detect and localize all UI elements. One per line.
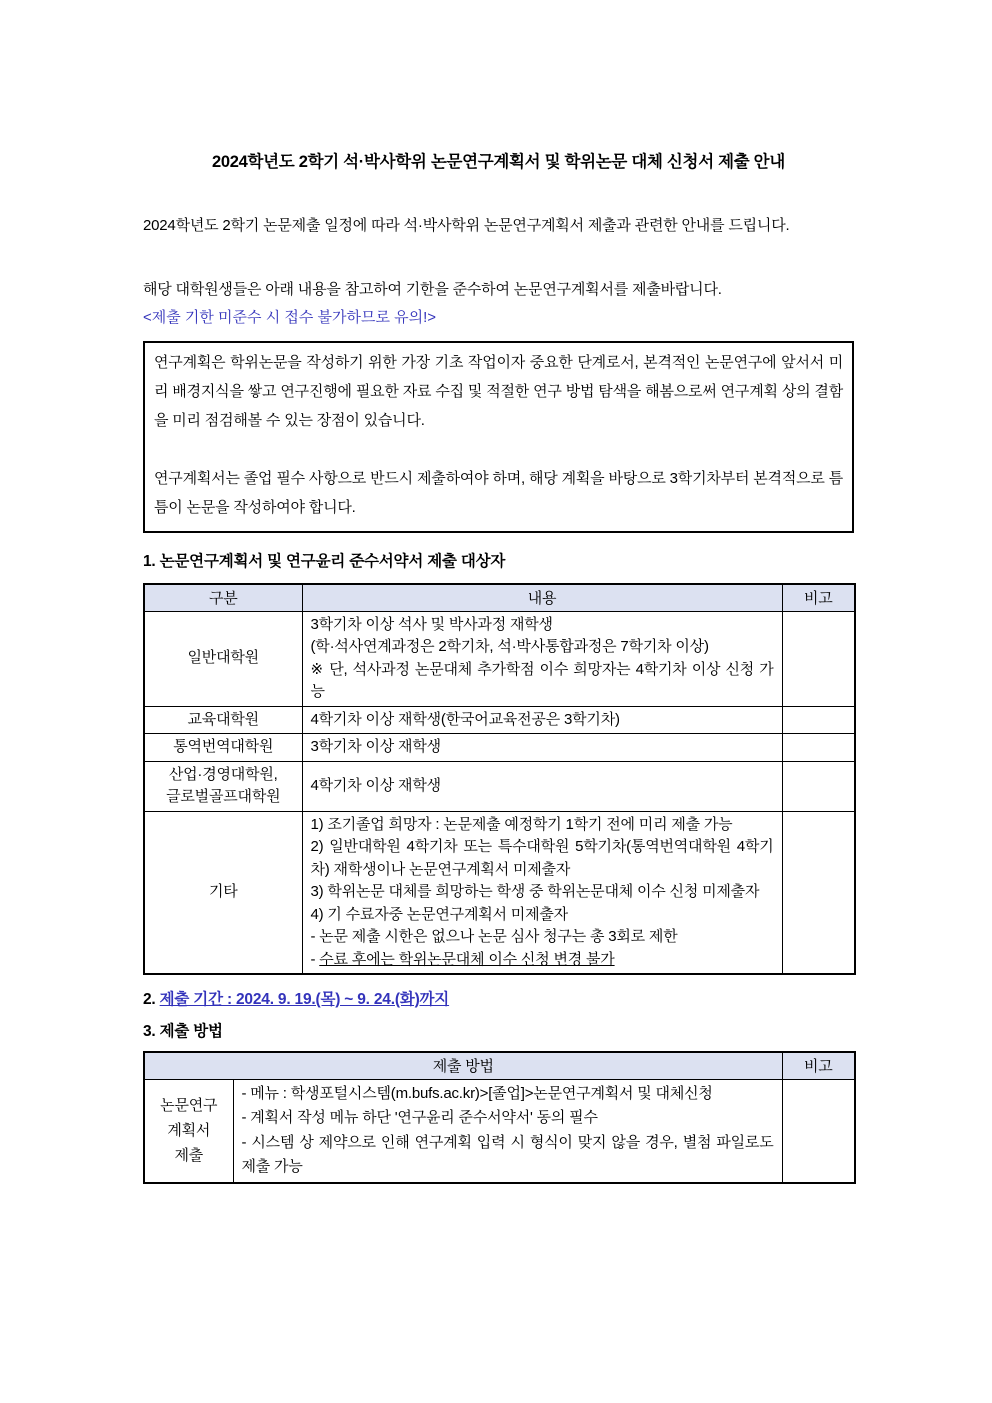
category-cell: 교육대학원 [144,706,302,734]
table-header-row [144,1052,855,1079]
column-header-note: 비고 [782,1052,855,1079]
content-cell: 3학기차 이상 재학생 [302,734,782,762]
info-box [143,341,854,533]
note-cell [782,734,855,762]
table-row-etc [144,811,855,974]
table-header-row [144,584,855,611]
info-box-paragraph-1: 연구계획은 학위논문을 작성하기 위한 가장 기초 작업이자 중요한 단계로서, 본격적인 논문연구에 앞서서 미리 배경지식을 쌓고 연구진행에 필요한 자료 수집 및 적절한 연구 방법 탐색을 해봄으로써 연구계획 상의 결함을 미리 점검해볼 수 있는 장점이 있습니다. [154,354,843,429]
column-header-content: 내용 [302,584,782,611]
section-1-heading: 1. 논문연구계획서 및 연구윤리 준수서약서 제출 대상자 [143,553,506,570]
submission-method-table [143,1051,856,1184]
table-row-interpretation-grad-school [144,734,855,762]
intro-paragraph: 2024학년도 2학기 논문제출 일정에 따라 석·박사학위 논문연구계획서 제출과 관련한 안내를 드립니다. [143,217,790,234]
column-header-note: 비고 [782,584,855,611]
content-cell: 1) 조기졸업 희망자 : 논문제출 예정학기 1학기 전에 미리 제출 가능 2) 일반대학원 4학기차 또는 특수대학원 5학기차(통역번역대학원 4학기차) 재학생이나 논문연구계획서 미제출자 3) 학위논문 대체를 희망하는 학생 중 학위논문대체 이수 신청 미제출자 4) 기 수료자중 논문연구계획서 미제출자 - 논문 제출 시한은 없으나 논문 심사 청구는 총 3회로 제한 - 수료 후에는 학위논문대체 이수 신청 변경 불가 [302,811,782,974]
category-cell: 기타 [144,811,302,974]
content-cell: - 메뉴 : 학생포털시스템(m.bufs.ac.kr)>[졸업]>논문연구계획서 및 대체신청 - 계획서 작성 메뉴 하단 '연구윤리 준수서약서' 동의 필수 - 시스템 상 제약으로 인해 연구계획 입력 시 형식이 맞지 않을 경우, 별첨 파일로도 제출 가능 [233,1079,782,1183]
document-page [143,0,854,1184]
note-cell [782,611,855,706]
category-cell: 통역번역대학원 [144,734,302,762]
content-cell: 3학기차 이상 석사 및 박사과정 재학생 (학·석사연계과정은 2학기차, 석·박사통합과정은 7학기차 이상) ※ 단, 석사과정 논문대체 추가학점 이수 희망자는 4학기차 이상 신청 가능 [302,611,782,706]
deadline-warning: <제출 기한 미준수 시 접수 불가하므로 유의!> [143,309,437,326]
info-box-blank-line [154,435,843,464]
note-cell [782,761,855,811]
table-row-industry-grad-school [144,761,855,811]
section-2-number: 2. [143,991,160,1008]
note-cell [782,811,855,974]
notice-paragraph: 해당 대학원생들은 아래 내용을 참고하여 기한을 준수하여 논문연구계획서를 제출바랍니다. [143,281,722,298]
note-cell [782,706,855,734]
section-3-heading: 3. 제출 방법 [143,1023,223,1040]
section-2-deadline: 제출 기간 : 2024. 9. 19.(목) ~ 9. 24.(화)까지 [159,991,450,1008]
page-title: 2024학년도 2학기 석·박사학위 논문연구계획서 및 학위논문 대체 신청서 제출 안내 [212,153,785,171]
content-cell: 4학기차 이상 재학생(한국어교육전공은 3학기차) [302,706,782,734]
table-row-research-plan-submission [144,1079,855,1183]
category-cell: 일반대학원 [144,611,302,706]
submission-targets-table [143,583,856,975]
category-cell: 논문연구 계획서 제출 [144,1079,233,1183]
table-row-education-grad-school [144,706,855,734]
table-row-general-grad-school [144,611,855,706]
note-cell [782,1079,855,1183]
section-2-heading [143,987,854,1009]
column-header-method: 제출 방법 [144,1052,782,1079]
content-cell: 4학기차 이상 재학생 [302,761,782,811]
category-cell: 산업·경영대학원, 글로벌골프대학원 [144,761,302,811]
column-header-category: 구분 [144,584,302,611]
info-box-paragraph-2: 연구계획서는 졸업 필수 사항으로 반드시 제출하여야 하며, 해당 계획을 바탕으로 3학기차부터 본격적으로 틈틈이 논문을 작성하여야 합니다. [154,470,843,516]
